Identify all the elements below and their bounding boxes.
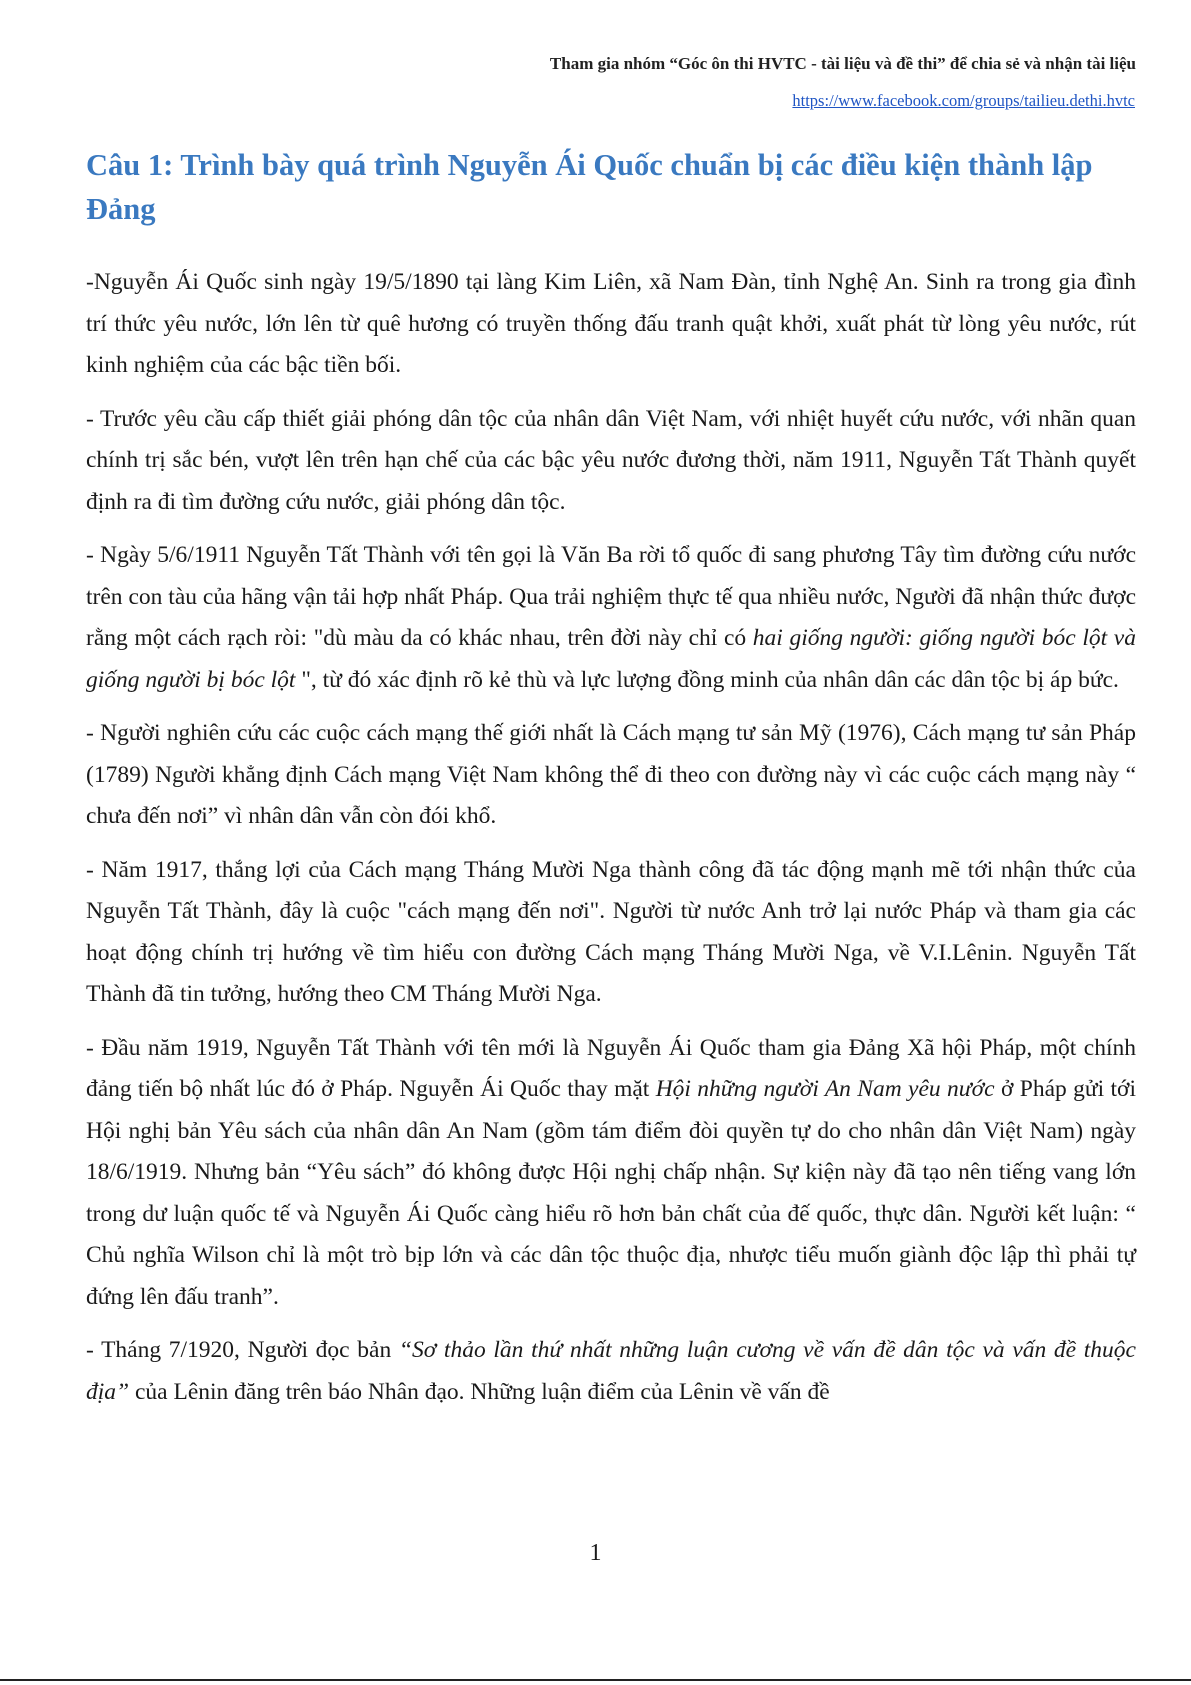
bottom-divider: [0, 1679, 1191, 1681]
italic-organization-name: Hội những người An Nam yêu nước: [655, 1076, 995, 1102]
paragraph-journey-1911: [86, 535, 1136, 701]
paragraph-departure-decision: - Trước yêu cầu cấp thiết giải phóng dân tộc của nhân dân Việt Nam, với nhiệt huyết cứu nước, với nhãn quan chính trị sắc bén, vượt lên trên hạn chế của các bậc yêu nước đương thời, năm 1911, Nguyễn Tất Thành quyết định ra đi tìm đường cứu nước, giải phóng dân tộc.: [86, 405, 1136, 515]
facebook-group-link[interactable]: https://www.facebook.com/groups/tailieu.dethi.hvtc: [792, 91, 1135, 110]
question-title: Câu 1: Trình bày quá trình Nguyễn Ái Quốc chuẩn bị các điều kiện thành lập Đảng: [86, 148, 1093, 226]
document-body: [86, 262, 1136, 1425]
paragraph-october-revolution: - Năm 1917, thắng lợi của Cách mạng Tháng Mười Nga thành công đã tác động mạnh mẽ tới nhận thức của Nguyễn Tất Thành, đây là cuộc "cách mạng đến nơi". Người từ nước Anh trở lại nước Pháp và tham gia các hoạt động chính trị hướng về tìm hiểu con đường Cách mạng Tháng Mười Nga, về V.I.Lênin. Nguyễn Tất Thành đã tin tưởng, hướng theo CM Tháng Mười Nga.: [86, 856, 1136, 1007]
paragraph-revolutions-study: - Người nghiên cứu các cuộc cách mạng thế giới nhất là Cách mạng tư sản Mỹ (1976), Cách mạng tư sản Pháp (1789) Người khẳng định Cách mạng Việt Nam không thể đi theo con đường này vì các cuộc cách mạng này “ chưa đến nơi” vì nhân dân vẫn còn đói khổ.: [86, 720, 1136, 829]
paragraph-text: ở Pháp gửi tới Hội nghị bản Yêu sách của nhân dân An Nam (gồm tám điểm đòi quyền tự do cho nhân dân Việt Nam) ngày 18/6/1919. Nhưng bản “Yêu sách” đó không được Hội nghị chấp nhận. Sự kiện này đã tạo nên tiếng vang lớn trong dư luận quốc tế và Nguyễn Ái Quốc càng hiểu rõ hơn bản chất của đế quốc, thực dân. Người kết luận: “ Chủ nghĩa Wilson chỉ là một trò bịp lớn và các dân tộc thuộc địa, nhược tiểu muốn giành độc lập thì phải tự đứng lên đấu tranh”.: [86, 1076, 1136, 1310]
italic-document-title: “Sơ thảo lần thứ nhất những luận cương về vấn đề dân tộc và vấn đề thuộc địa”: [86, 1337, 1136, 1405]
paragraph-birth: -Nguyễn Ái Quốc sinh ngày 19/5/1890 tại làng Kim Liên, xã Nam Đàn, tỉnh Nghệ An. Sinh ra trong gia đình trí thức yêu nước, lớn lên từ quê hương có truyền thống đấu tranh quật khởi, xuất phát từ lòng yêu nước, rút kinh nghiệm của các bậc tiền bối.: [86, 269, 1136, 378]
header-note: Tham gia nhóm “Góc ôn thi HVTC - tài liệu và đề thi” để chia sẻ và nhận tài liệu: [549, 54, 1136, 73]
italic-quote: hai giống người: giống người bóc lột và giống người bị bóc lột: [86, 625, 1136, 693]
paragraph-text: - Ngày 5/6/1911 Nguyễn Tất Thành với tên gọi là Văn Ba rời tổ quốc đi sang phương Tây tìm đường cứu nước trên con tàu của hãng vận tải hợp nhất Pháp. Qua trải nghiệm thực tế qua nhiều nước, Người đã nhận thức được rằng một cách rạch ròi: "dù màu da có khác nhau, trên đời này chỉ có: [86, 542, 1136, 651]
paragraph-text: ", từ đó xác định rõ kẻ thù và lực lượng đồng minh của nhân dân các dân tộc bị áp bức.: [295, 666, 1119, 693]
paragraph-text: - Đầu năm 1919, Nguyễn Tất Thành với tên mới là Nguyễn Ái Quốc tham gia Đảng Xã hội Pháp, một chính đảng tiến bộ nhất lúc đó ở Pháp. Nguyễn Ái Quốc thay mặt: [86, 1034, 1136, 1102]
paragraph-text: của Lênin đăng trên báo Nhân đạo. Những luận điểm của Lênin về vấn đề: [129, 1378, 830, 1405]
paragraph-text: - Tháng 7/1920, Người đọc bản: [86, 1337, 399, 1363]
page-number: 1: [589, 1540, 602, 1566]
paragraph-lenin-theses: [86, 1330, 1136, 1413]
paragraph-1919-demands: [86, 1028, 1136, 1319]
